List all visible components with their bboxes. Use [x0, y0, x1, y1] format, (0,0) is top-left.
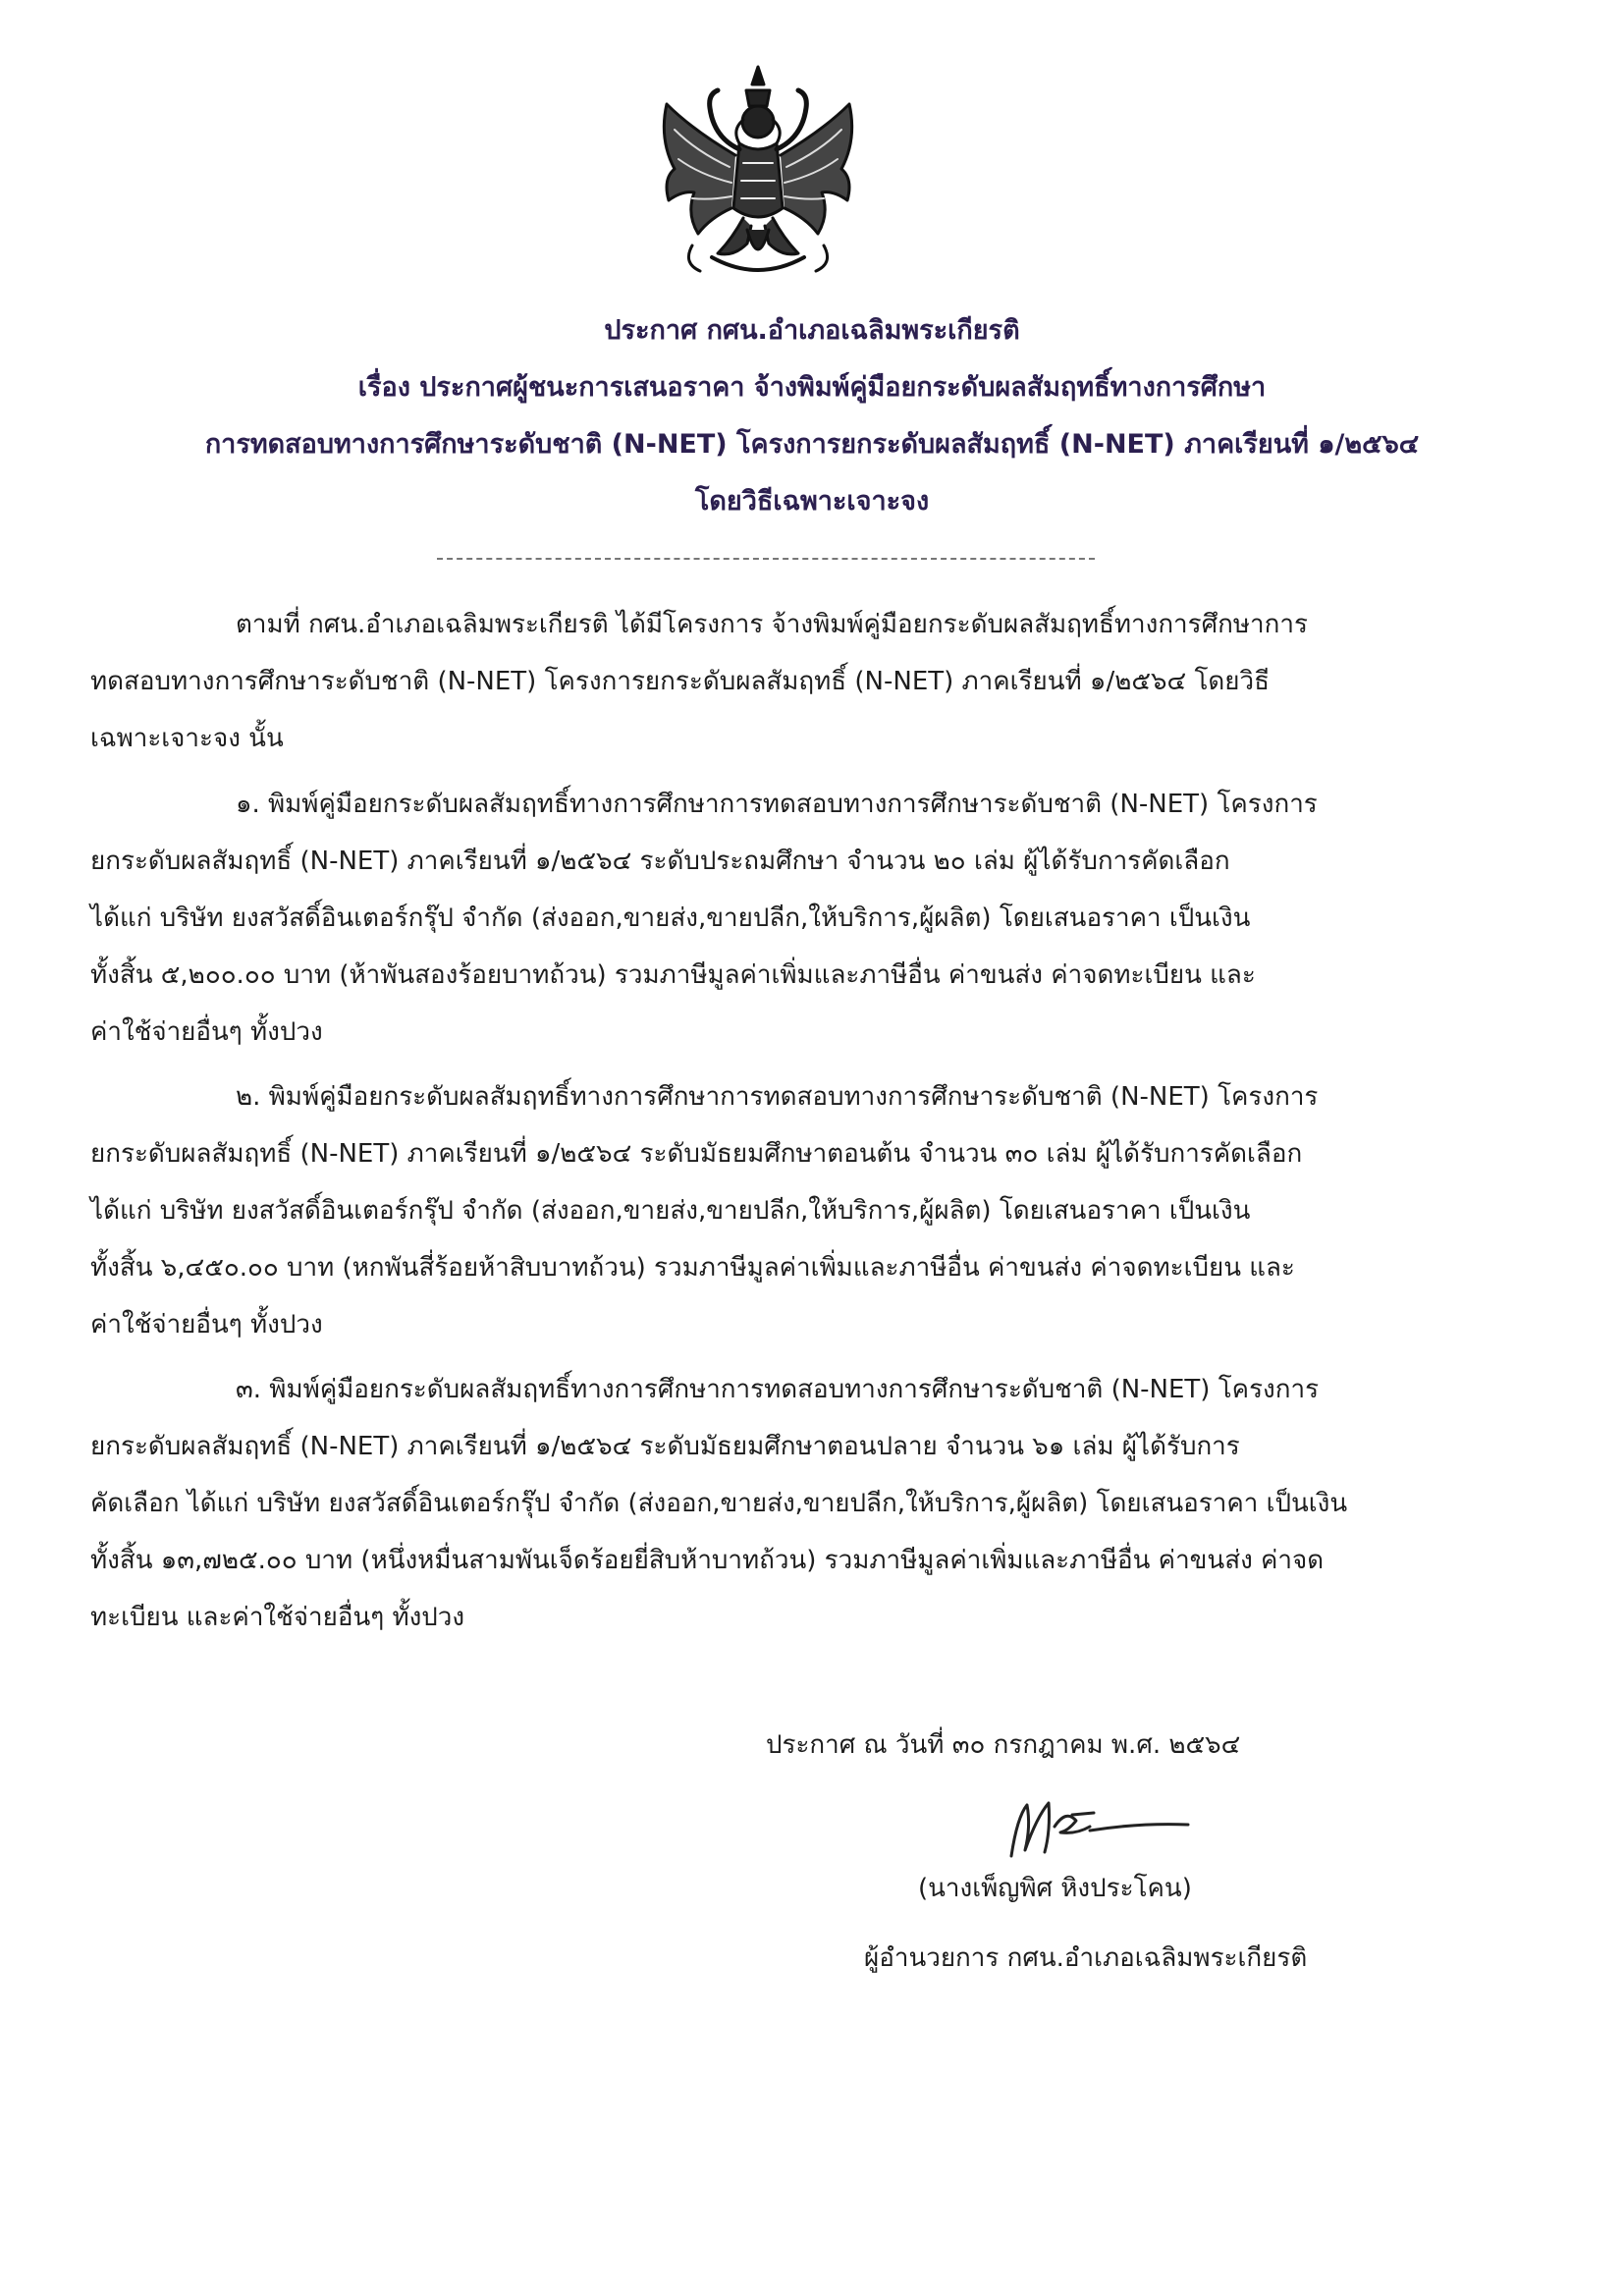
item-1-line-2: ยกระดับผลสัมฤทธิ์ (N-NET) ภาคเรียนที่ ๑/๒๕๖๔ ระดับประถมศึกษา จำนวน ๒๐ เล่ม ผู้ได้รับการคัดเลือก: [90, 847, 1230, 876]
item-2-line-3: ได้แก่ บริษัท ยงสวัสดิ์อินเตอร์กรุ๊ป จำกัด (ส่งออก,ขายส่ง,ขายปลีก,ให้บริการ,ผู้ผลิต) โดยเสนอราคา เป็นเงิน: [90, 1196, 1251, 1226]
item-2-line-4: ทั้งสิ้น ๖,๔๕๐.๐๐ บาท (หกพันสี่ร้อยห้าสิบบาทถ้วน) รวมภาษีมูลค่าเพิ่มและภาษีอื่น ค่าขนส่ง ค่าจดทะเบียน และ: [90, 1253, 1295, 1283]
item-2-line-5: ค่าใช้จ่ายอื่นๆ ทั้งปวง: [90, 1310, 323, 1339]
intro-line-2: ทดสอบทางการศึกษาระดับชาติ (N-NET) โครงการยกระดับผลสัมฤทธิ์ (N-NET) ภาคเรียนที่ ๑/๒๕๖๔ โดยวิธี: [90, 667, 1271, 696]
announcement-title: ประกาศ กศน.อำเภอเฉลิมพระเกียรติ: [604, 315, 1020, 346]
item-2-line-2: ยกระดับผลสัมฤทธิ์ (N-NET) ภาคเรียนที่ ๑/๒๕๖๔ ระดับมัธยมศึกษาตอนต้น จำนวน ๓๐ เล่ม ผู้ได้รับการคัดเลือก: [90, 1139, 1303, 1169]
procurement-method: โดยวิธีเฉพาะเจาะจง: [694, 486, 930, 517]
intro-line-3: เฉพาะเจาะจง นั้น: [90, 724, 284, 753]
announcement-subject: เรื่อง ประกาศผู้ชนะการเสนอราคา จ้างพิมพ์คู่มือยกระดับผลสัมฤทธิ์ทางการศึกษา: [357, 372, 1267, 403]
announcement-subject-line-2: การทดสอบทางการศึกษาระดับชาติ (N-NET) โครงการยกระดับผลสัมฤทธิ์ (N-NET) ภาคเรียนที่ ๑/๒๕๖๔: [204, 429, 1420, 460]
signatory-position: ผู้อำนวยการ กศน.อำเภอเฉลิมพระเกียรติ: [864, 1943, 1308, 1973]
item-3-line-1: ๓. พิมพ์คู่มือยกระดับผลสัมฤทธิ์ทางการศึกษาการทดสอบทางการศึกษาระดับชาติ (N-NET) โครงการ: [236, 1375, 1320, 1404]
signatory-name: (นางเพ็ญพิศ หิงประโคน): [918, 1874, 1192, 1903]
item-1-line-1: ๑. พิมพ์คู่มือยกระดับผลสัมฤทธิ์ทางการศึกษาการทดสอบทางการศึกษาระดับชาติ (N-NET) โครงการ: [236, 790, 1318, 819]
item-1-line-4: ทั้งสิ้น ๕,๒๐๐.๐๐ บาท (ห้าพันสองร้อยบาทถ้วน) รวมภาษีมูลค่าเพิ่มและภาษีอื่น ค่าขนส่ง ค่าจดทะเบียน และ: [90, 960, 1256, 990]
item-3-line-2: ยกระดับผลสัมฤทธิ์ (N-NET) ภาคเรียนที่ ๑/๒๕๖๔ ระดับมัธยมศึกษาตอนปลาย จำนวน ๖๑ เล่ม ผู้ได้รับการ: [90, 1432, 1240, 1461]
garuda-emblem-icon: [653, 61, 864, 287]
item-3-line-5: ทะเบียน และค่าใช้จ่ายอื่นๆ ทั้งปวง: [90, 1603, 465, 1632]
item-1-line-5: ค่าใช้จ่ายอื่นๆ ทั้งปวง: [90, 1017, 323, 1047]
item-3-line-4: ทั้งสิ้น ๑๓,๗๒๕.๐๐ บาท (หนึ่งหมื่นสามพันเจ็ดร้อยยี่สิบห้าบาทถ้วน) รวมภาษีมูลค่าเพิ่มและภาษีอื่น ค่าขนส่ง ค่าจด: [90, 1546, 1325, 1575]
item-1-line-3: ได้แก่ บริษัท ยงสวัสดิ์อินเตอร์กรุ๊ป จำกัด (ส่งออก,ขายส่ง,ขายปลีก,ให้บริการ,ผู้ผลิต) โดยเสนอราคา เป็นเงิน: [90, 903, 1251, 933]
item-3-line-3: คัดเลือก ได้แก่ บริษัท ยงสวัสดิ์อินเตอร์กรุ๊ป จำกัด (ส่งออก,ขายส่ง,ขายปลีก,ให้บริการ,ผู้ผลิต) โดยเสนอราคา เป็นเงิน: [90, 1489, 1348, 1518]
signature-mark: [992, 1787, 1208, 1866]
item-2-line-1: ๒. พิมพ์คู่มือยกระดับผลสัมฤทธิ์ทางการศึกษาการทดสอบทางการศึกษาระดับชาติ (N-NET) โครงการ: [236, 1082, 1319, 1112]
divider-rule: [437, 558, 1095, 560]
announcement-date: ประกาศ ณ วันที่ ๓๐ กรกฎาคม พ.ศ. ๒๕๖๔: [766, 1730, 1241, 1760]
intro-line-1: ตามที่ กศน.อำเภอเฉลิมพระเกียรติ ได้มีโครงการ จ้างพิมพ์คู่มือยกระดับผลสัมฤทธิ์ทางการศึกษาการ: [236, 610, 1308, 639]
